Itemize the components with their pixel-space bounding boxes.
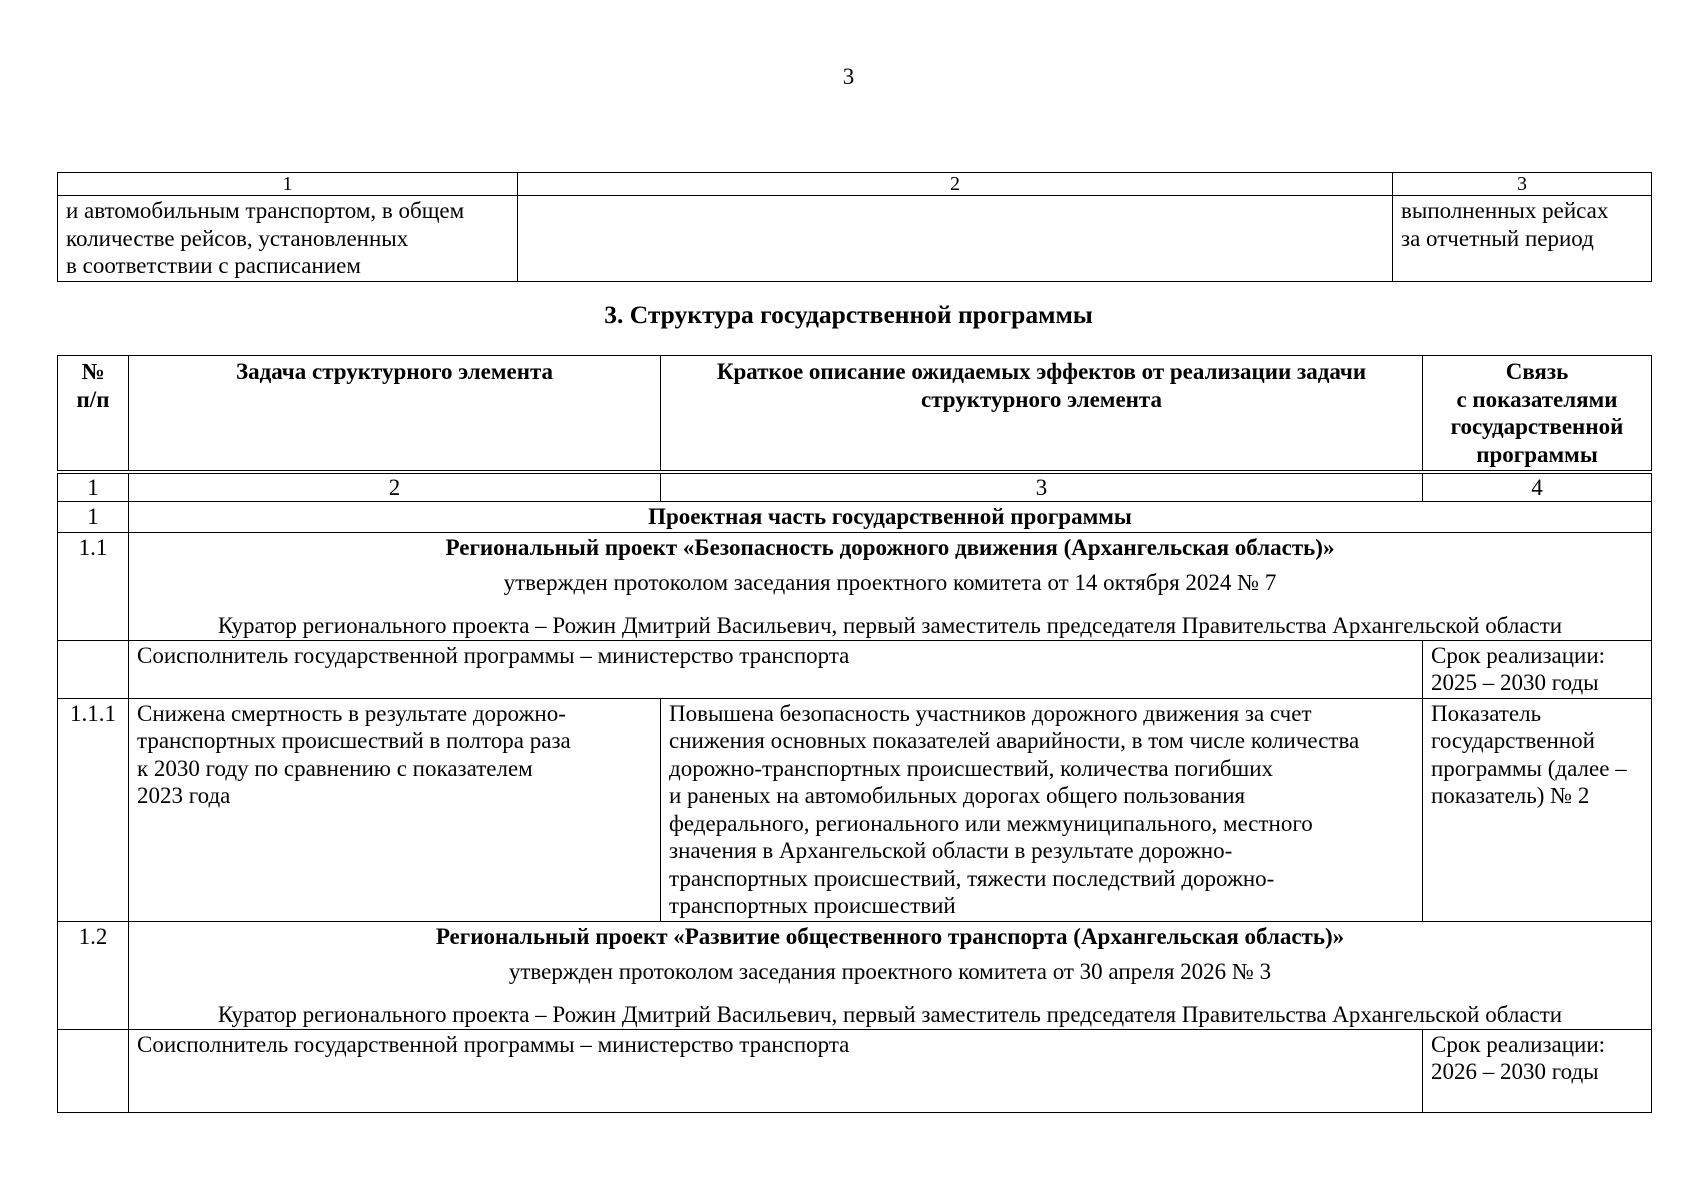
column-number: 2 (129, 472, 661, 502)
text-line: Срок реализации: (1431, 1031, 1606, 1057)
empty-cell (58, 640, 129, 698)
header-task: Задача структурного элемента (129, 356, 661, 473)
text-line: транспортных происшествий, тяжести последствий дорожно- (669, 865, 1275, 891)
row-number: 1.1.1 (58, 698, 129, 921)
text-line: Повышена безопасность участников дорожного движения за счет (669, 700, 1312, 726)
co-executor: Соисполнитель государственной программы – министерство транспорта (129, 640, 1423, 698)
term-cell (1423, 640, 1652, 698)
text-line: дорожно-транспортных происшествий, количества погибших (669, 755, 1274, 781)
unit-cell (1393, 196, 1652, 282)
column-number-row (58, 472, 1652, 502)
term-cell (1423, 1029, 1652, 1112)
text-line: 2026 – 2030 годы (1431, 1059, 1599, 1084)
text-line: за отчетный период (1401, 225, 1594, 251)
column-number: 3 (1393, 173, 1652, 196)
text-line: и раненых на автомобильных дорогах общего пользования (669, 783, 1246, 808)
text-line: и автомобильным транспортом, в общем (66, 198, 465, 223)
text-line: транспортных происшествий в полтора раза (137, 728, 571, 753)
project-approval: утвержден протоколом заседания проектного комитета от 14 октября 2024 № 7 (503, 569, 1277, 595)
project-title-cell (129, 532, 1652, 640)
text-line: показатель) № 2 (1431, 783, 1590, 808)
effects-cell (661, 698, 1423, 921)
project-title: Региональный проект «Развитие общественного транспорта (Архангельская область)» (435, 923, 1345, 949)
text-line: 2023 года (137, 783, 231, 808)
text-line: Снижена смертность в результате дорожно- (137, 700, 566, 726)
project-row (58, 921, 1652, 1029)
header-line: с показателями (1456, 386, 1618, 412)
header-line: структурного элемента (920, 386, 1163, 412)
header-number (58, 356, 129, 473)
text-line: федерального, регионального или межмуниципального, местного (669, 810, 1313, 836)
project-row (58, 532, 1652, 640)
link-cell (1423, 698, 1652, 921)
part-title: Проектная часть государственной программы (129, 502, 1652, 533)
program-structure-table (57, 355, 1652, 1113)
text-line: программы (далее – (1431, 755, 1627, 781)
text-line: к 2030 году по сравнению с показателем (137, 755, 533, 781)
empty-cell (518, 196, 1393, 282)
text-line: Показатель (1431, 700, 1542, 726)
empty-cell (58, 1029, 129, 1112)
row-number: 1.1 (58, 532, 129, 640)
project-curator: Куратор регионального проекта – Рожин Дмитрий Васильевич, первый заместитель председателя Правительства Архангельской области (217, 1001, 1563, 1027)
co-executor-row (58, 640, 1652, 698)
project-curator: Куратор регионального проекта – Рожин Дмитрий Васильевич, первый заместитель председателя Правительства Архангельской области (217, 612, 1563, 638)
task-row (58, 698, 1652, 921)
header-row (58, 356, 1652, 473)
project-title-cell (129, 921, 1652, 1029)
co-executor: Соисполнитель государственной программы – министерство транспорта (129, 1029, 1423, 1112)
header-link (1423, 356, 1652, 473)
section-title: 3. Структура государственной программы (604, 300, 1093, 329)
table-row (58, 196, 1652, 282)
column-number: 3 (661, 472, 1423, 502)
text-line: значения в Архангельской области в результате дорожно- (669, 838, 1233, 863)
project-approval: утвержден протоколом заседания проектного комитета от 30 апреля 2026 № 3 (508, 958, 1272, 984)
column-number-row (58, 173, 1652, 196)
column-number: 2 (518, 173, 1393, 196)
header-effects (661, 356, 1423, 473)
column-number: 1 (58, 173, 518, 196)
task-cell (129, 698, 661, 921)
header-line: программы (1476, 441, 1598, 467)
header-line: государственной (1450, 414, 1624, 439)
row-number: 1 (58, 502, 129, 533)
column-number: 1 (58, 472, 129, 502)
text-line: выполненных рейсах (1401, 198, 1609, 223)
text-line: государственной (1431, 728, 1595, 753)
text-line: транспортных происшествий (669, 893, 956, 918)
header-line: п/п (76, 386, 110, 412)
text-line: 2025 – 2030 годы (1431, 670, 1599, 695)
indicator-text-cell (58, 196, 518, 282)
header-line: № (81, 359, 105, 384)
text-line: снижения основных показателей аварийности, в том числе количества (669, 728, 1360, 753)
part-row (58, 502, 1652, 533)
header-line: Связь (1505, 359, 1569, 384)
text-line: в соответствии с расписанием (66, 253, 361, 278)
co-executor-row (58, 1029, 1652, 1112)
project-title: Региональный проект «Безопасность дорожного движения (Архангельская область)» (445, 534, 1335, 560)
text-line: количестве рейсов, установленных (66, 225, 409, 251)
page-number: 3 (842, 64, 855, 89)
header-line: Краткое описание ожидаемых эффектов от реализации задачи (716, 359, 1367, 384)
row-number: 1.2 (58, 921, 129, 1029)
text-line: Срок реализации: (1431, 642, 1606, 668)
column-number: 4 (1423, 472, 1652, 502)
continued-table (57, 172, 1652, 282)
